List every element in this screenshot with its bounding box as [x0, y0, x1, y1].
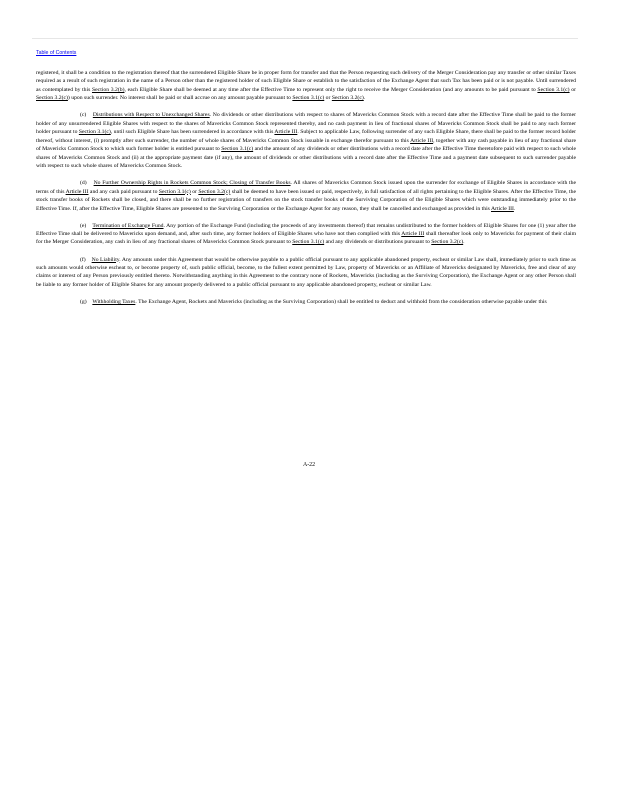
section-3-1-c-link[interactable]: Section 3.1(c) [78, 129, 111, 136]
paragraph-heading: Termination of Exchange Fund [92, 222, 164, 229]
section-3-2-c-link[interactable]: Section 3.2(c) [431, 239, 464, 246]
paragraph-c-distributions [36, 111, 576, 170]
section-3-1-c-link[interactable]: Section 3.1(c) [537, 86, 570, 93]
section-3-2-b-link[interactable]: Section 3.2(b) [91, 86, 125, 93]
paragraph-label: (e) [80, 222, 87, 229]
section-3-1-c-link[interactable]: Section 3.1(c) [158, 188, 191, 195]
text: and the amount of any dividends or other distributions with a record date after the Effective Time theretofore paid with respect to such whole shares of Mavericks Common Stock and (ii) at the appropriate payment date (if any), the amount of dividends or other distributions with a record date after the Effective Time and a payment date subsequent to such surrender payable with respect to such whole shares of Mavericks Common Stock. [36, 146, 576, 170]
text: . The Exchange Agent, Rockets and Mavericks (including as the Surviving Corporation) shall be entitled to deduct and withhold from the consideration otherwise payable under this [135, 298, 547, 305]
text: , together with any cash payable in lieu of any fractional share of Mavericks Common Stock to which such former holder is entitled pursuant to [36, 137, 576, 153]
section-3-1-c-link[interactable]: Section 3.1(c) [292, 239, 325, 246]
paragraph-label: (c) [80, 112, 87, 119]
text: shall thereafter look only to Mavericks for payment of their claim for the Merger Consideration, any cash in lieu of any fractional shares of Mavericks Common Stock pursuant to [36, 231, 577, 246]
text: or [569, 86, 576, 93]
text: , until such Eligible Share has been surrendered in accordance with this [110, 129, 275, 136]
paragraph-heading: Distributions with Respect to Unexchanged Shares [92, 112, 210, 119]
text: , each Eligible Share shall be deemed at any time after the Effective Time to represent only the right to receive the Merger Consideration (and any amounts to be paid pursuant to [124, 86, 538, 93]
section-3-1-c-link[interactable]: Section 3.1(c) [292, 95, 325, 102]
article-iii-link[interactable]: Article III [274, 129, 298, 136]
text: . [463, 239, 465, 246]
paragraph-f-no-liability [36, 256, 576, 290]
text: or [190, 188, 199, 195]
section-3-2-c-link[interactable]: Section 3.2(c) [198, 188, 231, 195]
paragraph-label: (g) [80, 298, 87, 305]
page-number: A-22 [302, 462, 316, 468]
text: and any dividends or distributions pursuant to [324, 239, 432, 246]
paragraph-d-no-further-ownership [36, 179, 576, 213]
paragraph-heading: No Liability [91, 256, 120, 263]
text: or [324, 95, 332, 102]
text: . [363, 95, 366, 102]
text: . [513, 205, 516, 212]
paragraph-continuation [36, 69, 576, 103]
section-3-2-c-link[interactable]: Section 3.2(c) [36, 95, 68, 102]
text: ) upon such surrender. No interest shall be paid or shall accrue on any amount payable pursuant to [67, 95, 293, 102]
text: registered, it shall be a condition to the registration thereof that the surrendered Eligible Share be in proper form for transfer and that the Person requesting such delivery of the Merger Consideration pay any transfer or other similar Taxes required as a result of such registration in the name of a Person other than the registered holder of such Eligible Share or establish to the satisfaction of the Exchange Agent that such Tax has been paid or is not payable. Until surrendered as contemplated by this [36, 70, 576, 93]
text: . Any amounts under this Agreement that would be otherwise payable to a public official pursuant to any applicable abandoned property, escheat or similar Law shall, immediately prior to such time as such amounts would otherwise escheat to, or become property of, such public official, become, to the fullest extent permitted by Law, property of Mavericks or an Affiliate of Mavericks designated by Mavericks, free and clear of any claims or interest of any Person previously entitled thereto. Notwithstanding anything in this Agreement to the contrary none of Rockets, Mavericks (including as the Surviving Corporation), the Exchange Agent or any other Person shall be liable to any former holder of Eligible Shares for any amount properly delivered to a public official pursuant to any applicable abandoned property, escheat or similar Law. [36, 256, 577, 288]
article-iii-link[interactable]: Article III [410, 137, 434, 144]
paragraph-e-termination [36, 222, 576, 247]
text: . Any portion of the Exchange Fund (including the proceeds of any investments thereof) that remains undistributed to the former holders of Eligible Shares for one (1) year after the Effective Time shall be delivered to Mavericks upon demand, and, after such time, any former holders of Eligible Shares who have not then complied with this [36, 222, 576, 238]
article-iii-link[interactable]: Article III [401, 231, 425, 238]
article-iii-link[interactable]: Article III [65, 188, 89, 195]
paragraph-label: (d) [80, 180, 87, 187]
table-of-contents-link[interactable]: Table of Contents [36, 50, 77, 56]
text: and any cash paid pursuant to [88, 188, 159, 195]
paragraph-label: (f) [80, 256, 86, 263]
text: . All shares of Mavericks Common Stock issued upon the surrender for exchange of Eligible Shares in accordance with the terms of this [36, 180, 576, 195]
paragraph-heading: Withholding Taxes [92, 298, 136, 305]
text: . No dividends or other distributions with respect to shares of Mavericks Common Stock with a record date after the Effective Time shall be paid to the former holder of any unsurrendered Eligible Shares with respect to the shares of Mavericks Common Stock represented thereby, and no cash payment in lieu of fractional shares of Mavericks Common Stock shall be paid to any such former holder pursuant to [36, 112, 576, 136]
section-3-1-c-link[interactable]: Section 3.1(c) [221, 146, 254, 153]
paragraph-heading: No Further Ownership Rights in Rockets Common Stock; Closing of Transfer Books [93, 180, 291, 187]
document-body [36, 69, 576, 315]
text: shall be deemed to have been issued or paid, respectively, in full satisfaction of all rights pertaining to the Eligible Shares. After the Effective Time, the stock transfer books of Rockets shall be closed, and there shall be no further registration of transfers on the stock transfer books of the Surviving Corporation of the Eligible Shares which were outstanding immediately prior to the Effective Time. If, after the Effective Time, Eligible Shares are presented to the Surviving Corporation or the Exchange Agent for any reason, they shall be cancelled and exchanged as provided in this [36, 188, 576, 212]
article-iii-link[interactable]: Article III [490, 205, 514, 212]
section-3-2-c-link[interactable]: Section 3.2(c) [331, 95, 364, 102]
text: . Subject to applicable Law, following surrender of any such Eligible Share, there shall be paid to the former record holder thereof, without interest, (i) promptly after such surrender, the number of whole shares of Mavericks Common Stock issuable in exchange therefor pursuant to this [36, 129, 577, 144]
header-divider [32, 38, 578, 39]
paragraph-g-withholding [36, 298, 576, 306]
